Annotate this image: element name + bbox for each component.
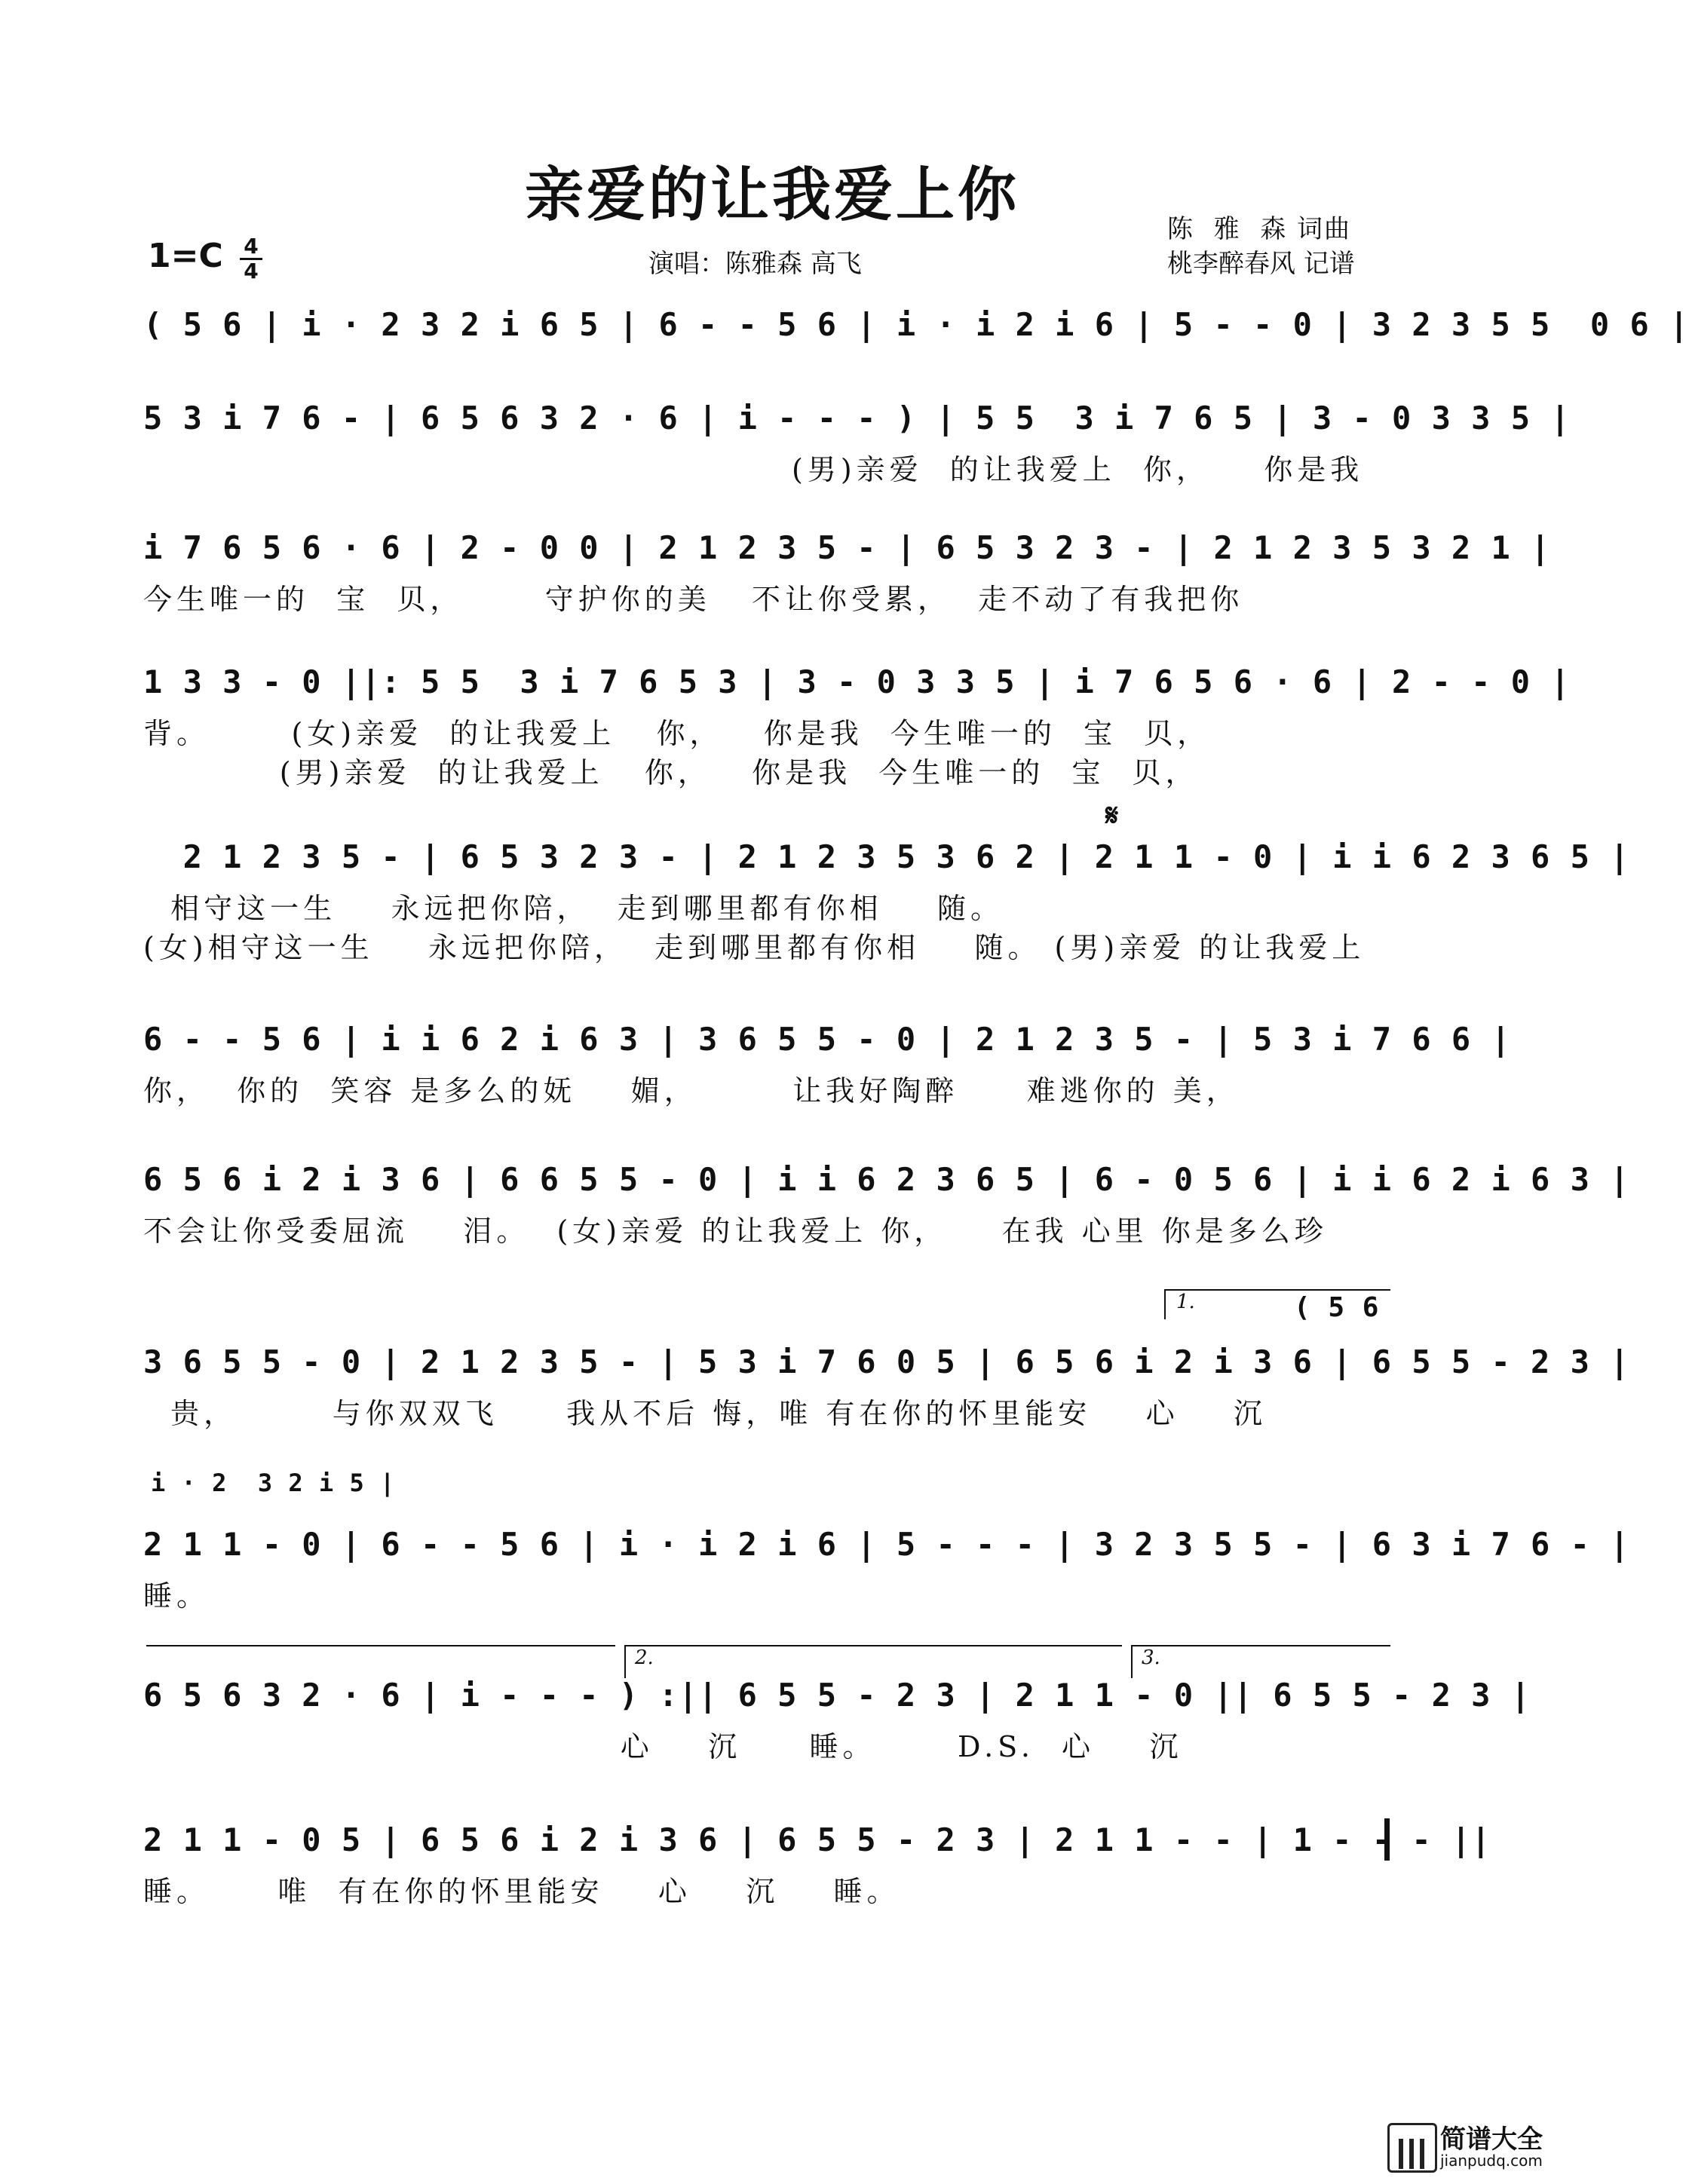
lyric-line: 不会让你受委屈流 泪。 (女)亲爱 的让我爱上 你， 在我 心里 你是多么珍 (143, 1215, 1328, 1248)
notation-line: 2 1 2 3 5 - | 6 5 3 2 3 - | 2 1 2 3 5 3 6 2 | 2 1 1 - 0 | i i 6 2 3 6 5 | (143, 838, 1630, 875)
final-barline (1384, 1818, 1390, 1861)
watermark-site: jianpudq.com (1440, 2152, 1543, 2170)
lyric-line: (男)亲爱 的让我爱上 你， 你是我 今生唯一的 宝 贝， (143, 756, 1199, 789)
volta-2-bracket (624, 1645, 1122, 1646)
notation-line: 1 3 3 - 0 ||: 5 5 3 i 7 6 5 3 | 3 - 0 3 3 5 | i 7 6 5 6 · 6 | 2 - - 0 | (143, 663, 1571, 700)
lyric-line: 心 沉 睡。 D.S. 心 沉 (143, 1730, 1183, 1763)
volta-3-bracket (1131, 1645, 1390, 1646)
time-signature-top: 4 (244, 234, 259, 259)
notation-line: ( 5 6 | i · 2 3 2 i 6 5 | 6 - - 5 6 | i · i 2 i 6 | 5 - - 0 | 3 2 3 5 5 0 6 | (143, 306, 1689, 343)
volta-1-bracket-edge (1164, 1289, 1166, 1319)
lyric-line: 你， 你的 笑容 是多么的妩 媚， 让我好陶醉 难逃你的 美， (143, 1074, 1240, 1107)
notation-line: 2 1 1 - 0 5 | 6 5 6 i 2 i 3 6 | 6 5 5 - 2 3 | 2 1 1 - - | 1 - - - || (143, 1821, 1491, 1858)
composer-credit: 陈 雅 森 词曲 (1167, 214, 1352, 244)
lyric-line: (女)相守这一生 永远把你陪， 走到哪里都有你相 随。 (男)亲爱 的让我爱上 (143, 931, 1366, 964)
time-signature (240, 235, 262, 283)
volta-1-bracket (1164, 1289, 1390, 1291)
notation-line: 6 5 6 3 2 · 6 | i - - - ) :|| 6 5 5 - 2 3 | 2 1 1 - 0 || 6 5 5 - 2 3 | (143, 1677, 1531, 1714)
volta-2-bracket-edge (624, 1645, 626, 1678)
notation-line: 6 5 6 i 2 i 3 6 | 6 6 5 5 - 0 | i i 6 2 3 6 5 | 6 - 0 5 6 | i i 6 2 i 6 3 | (143, 1161, 1630, 1198)
transcriber-credit: 桃李醉春风 记谱 (1167, 249, 1355, 279)
notation-line: 6 - - 5 6 | i i 6 2 i 6 3 | 3 6 5 5 - 0 | 2 1 2 3 5 - | 5 3 i 7 6 6 | (143, 1021, 1511, 1058)
notation-line: 2 1 1 - 0 | 6 - - 5 6 | i · i 2 i 6 | 5 - - - | 3 2 3 5 5 - | 6 3 i 7 6 - | (143, 1526, 1630, 1563)
volta-2-label: 2. (635, 1646, 654, 1669)
alternate-notes: i · 2 3 2 i 5 | (151, 1469, 396, 1497)
volta-1-label: 1. (1176, 1291, 1195, 1313)
lyric-line: 睡。 唯 有在你的怀里能安 心 沉 睡。 (143, 1875, 900, 1908)
lyric-line: (男)亲爱 的让我爱上 你， 你是我 (792, 453, 1364, 486)
lyric-line: 相守这一生 永远把你陪， 走到哪里都有你相 随。 (143, 892, 1004, 925)
time-signature-bottom: 4 (240, 258, 262, 283)
volta-1-notes: ( 5 6 (1294, 1292, 1380, 1323)
volta-3-bracket-edge (1131, 1645, 1133, 1678)
lyric-line: 今生唯一的 宝 贝， 守护你的美 不让你受累， 走不动了有我把你 (143, 583, 1244, 616)
lyric-line: 贵， 与你双双飞 我从不后 悔，唯 有在你的怀里能安 心 沉 (143, 1397, 1267, 1430)
piano-keys-icon (1387, 2123, 1437, 2173)
site-watermark (1387, 2117, 1543, 2177)
watermark-name: 简谱大全 (1440, 2124, 1543, 2155)
notation-line: 5 3 i 7 6 - | 6 5 6 3 2 · 6 | i - - - ) | 5 5 3 i 7 6 5 | 3 - 0 3 3 5 | (143, 400, 1571, 436)
volta-3-label: 3. (1142, 1646, 1160, 1669)
lyric-line: 背。 (女)亲爱 的让我爱上 你， 你是我 今生唯一的 宝 贝， (143, 717, 1211, 750)
volta-1-continuation (146, 1645, 615, 1646)
singers-credit: 演唱：陈雅森 高飞 (648, 249, 862, 279)
lyric-line: 睡。 (143, 1579, 210, 1613)
notation-line: i 7 6 5 6 · 6 | 2 - 0 0 | 2 1 2 3 5 - | 6 5 3 2 3 - | 2 1 2 3 5 3 2 1 | (143, 529, 1551, 566)
segno-sign: 𝄋 (1105, 798, 1119, 833)
song-title: 亲爱的让我爱上你 (524, 161, 1019, 229)
key-signature: 1=C (148, 237, 223, 275)
notation-line: 3 6 5 5 - 0 | 2 1 2 3 5 - | 5 3 i 7 6 0 5 | 6 5 6 i 2 i 3 6 | 6 5 5 - 2 3 | (143, 1343, 1630, 1380)
